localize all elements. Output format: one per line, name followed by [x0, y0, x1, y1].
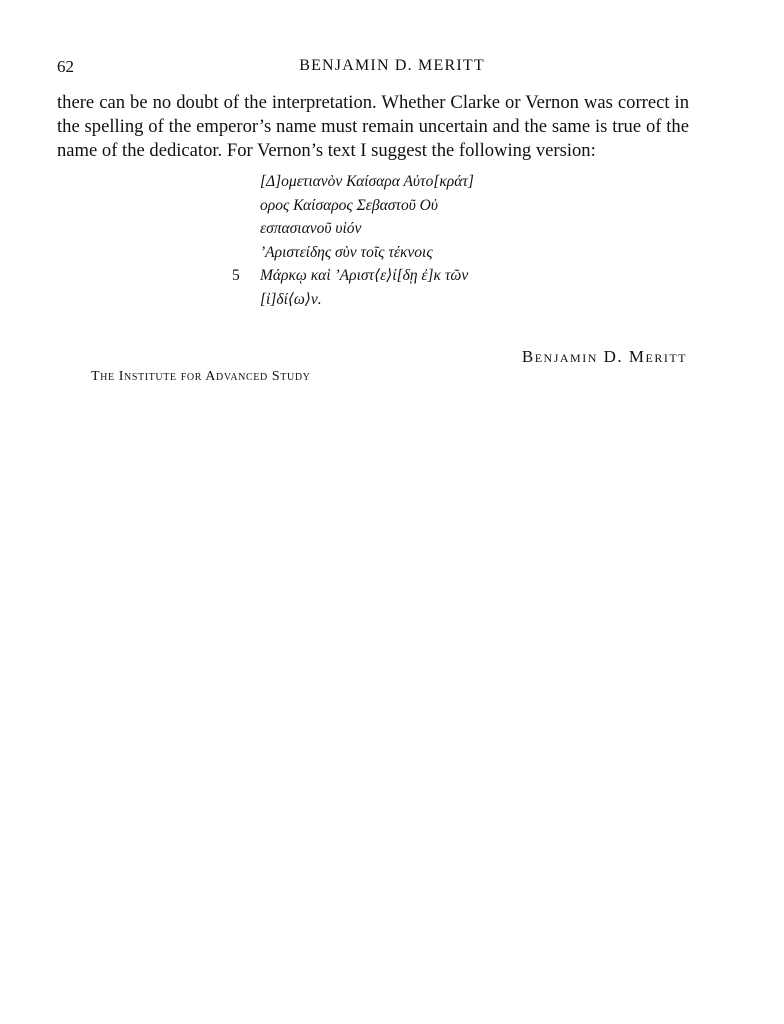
inscription-line-text: Μάρκῳ καὶ ’Αριστ⟨ε⟩ί[δῃ ἐ]κ τῶν [260, 267, 469, 284]
page-number: 62 [57, 57, 74, 76]
body-paragraph: there can be no doubt of the interpretation. Whether Clarke or Vernon was correct in the spelling of the emperor’s name must remain uncertain and the same is true of the name of the dedicator. For Vernon’s text I suggest the following version: [57, 92, 689, 161]
author-affiliation: The Institute for Advanced Study [91, 369, 311, 384]
author-signature: Benjamin D. Meritt [521, 347, 687, 366]
inscription-line-text: εσπασιανοῦ υἱόν [260, 220, 362, 237]
inscription-line-text: [Δ]ομετιανὸν Καίσαρα Αὐτο[κράτ] [260, 173, 474, 190]
inscription-line-text: ’Αριστείδης σὺν τοῖς τέκνοις [260, 243, 433, 261]
inscription-line-text: [ἰ]δί⟨ω⟩ν. [260, 290, 322, 308]
inscription-line-text: ορος Καίσαρος Σεβαστοῦ Οὐ [260, 196, 438, 214]
running-head: BENJAMIN D. MERITT [299, 57, 485, 74]
line-number: 5 [232, 267, 240, 284]
